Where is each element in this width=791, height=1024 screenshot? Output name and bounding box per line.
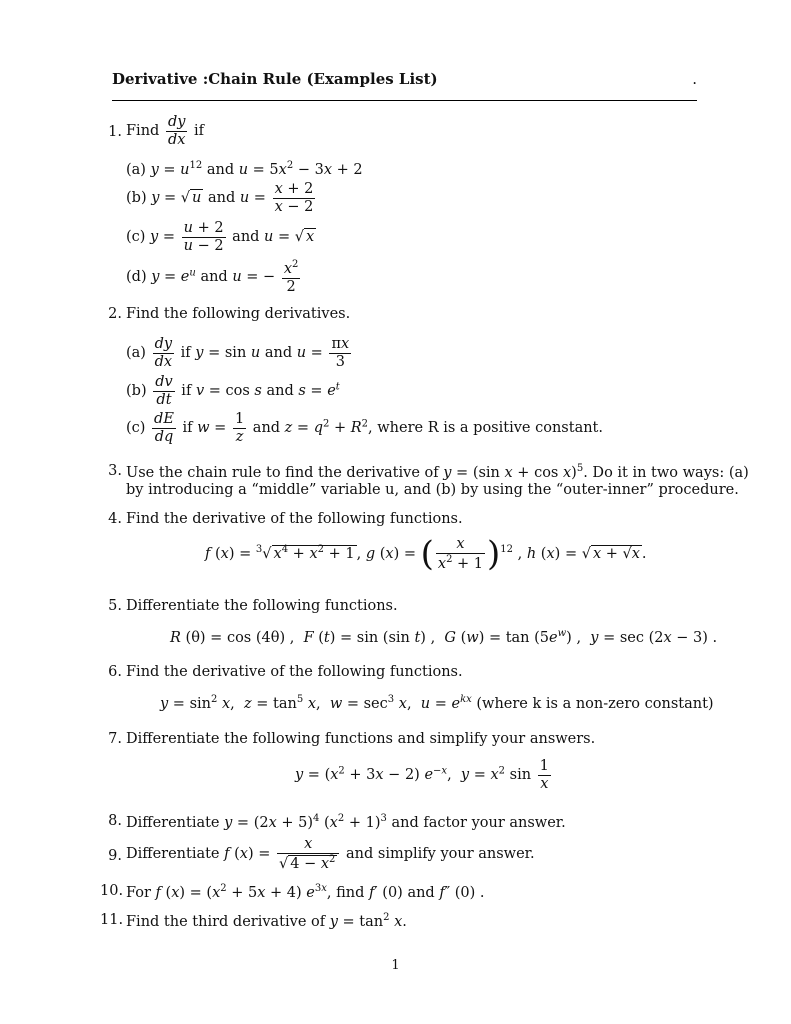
- header-rule: [112, 100, 697, 101]
- problem-1d: (d) $y = e^u$ and u = − $\frac{x^2}{2}$: [126, 259, 299, 295]
- problem-1b: (b) y = √ u and u = $\frac{x + 2}{x - 2}$: [126, 181, 314, 215]
- problem-6-statement: Find the derivative of the following functions.: [126, 664, 463, 680]
- problem-2a: (a) $\frac{dy}{dx}$ if y = sin u and u = $\frac{\pi x}{3}$: [126, 336, 350, 370]
- page-number: 1: [391, 958, 400, 973]
- problem-4-statement: Find the derivative of the following functions.: [126, 511, 463, 527]
- problem-7-equations: $y = (x^2 + 3x - 2)$ $e^{-x}$, $y = x^2$ sin $\frac{1}{x}$: [295, 758, 549, 792]
- problem-11-number: 11.: [100, 912, 124, 928]
- problem-2b: (b) $\frac{dv}{dt}$ if v = cos s and $s = e^t$: [126, 374, 340, 408]
- problem-5-equations: R (θ) = cos (4θ) , F (t) = sin (sin t) , G $(w) = \tan (5e^w)$ , y = sec (2x − 3) .: [170, 628, 718, 646]
- problem-3-number: 3.: [108, 463, 122, 479]
- page-header: [112, 70, 697, 88]
- problem-2c: (c) $\frac{dE}{dq}$ if w = $\frac{1}{z}$ and $z = q^2 + R^2$, where R is a positive constant.: [126, 411, 603, 445]
- problem-10-statement: For f $(x) = (x^2 + 5x + 4)$ $e^{3x}$, find f′ (0) and f″ (0) .: [126, 883, 485, 901]
- problem-2-statement: Find the following derivatives.: [126, 306, 351, 322]
- problem-8-statement: Differentiate $y = (2x + 5)^4$ $(x^2 + 1)^3$ and factor your answer.: [126, 813, 566, 831]
- page-title: Derivative :Chain Rule (Examples List): [112, 70, 438, 88]
- dy-dx-fraction: $\frac{dy}{dx}$: [167, 114, 186, 148]
- problem-9-statement: Differentiate f (x) = $\frac{x}{√ 4 - x^2}$ and simplify your answer.: [126, 836, 535, 872]
- problem-9-number: 9.: [108, 848, 122, 864]
- problem-1-number: 1.: [108, 124, 122, 140]
- problem-3-line-1: Use the chain rule to find the derivative of y = (sin x + cos x)$^5$. Do it in two ways: (a): [126, 463, 749, 481]
- problem-5-statement: Differentiate the following functions.: [126, 598, 398, 614]
- problem-4-equations: f (x) = $^3$√ $x^4 + x^2 + 1$ , g (x) = ( $\frac{x}{x^2 + 1}$ )$^{12}$ , h (x) = √ x + √x .: [205, 534, 647, 574]
- problem-6-number: 6.: [108, 664, 122, 680]
- problem-7-number: 7.: [108, 731, 122, 747]
- header-dot: .: [692, 70, 697, 88]
- problem-11-statement: Find the third derivative of $y = \tan^2 x$.: [126, 912, 407, 930]
- problem-7-statement: Differentiate the following functions and simplify your answers.: [126, 731, 596, 747]
- problem-8-number: 8.: [108, 813, 122, 829]
- problem-5-number: 5.: [108, 598, 122, 614]
- problem-3-line-2: by introducing a “middle” variable u, and (b) by using the “outer-inner” procedure.: [126, 482, 739, 498]
- problem-2-number: 2.: [108, 306, 122, 322]
- problem-1a: (a) $y = u^{12}$ and $u = 5x^2 - 3x + 2$: [126, 160, 363, 178]
- problem-10-number: 10.: [100, 883, 124, 899]
- problem-1c: (c) y = $\frac{u + 2}{u - 2}$ and u = √ x: [126, 220, 315, 254]
- problem-6-equations: $y = \sin^2 x$, $z = \tan^5 x$, $w = \sec^3 x$, $u = e^{kx}$ (where k is a non-zero constant): [160, 694, 714, 712]
- problem-4-number: 4.: [108, 511, 122, 527]
- problem-1-statement: Find $\frac{dy}{dx}$ if: [126, 114, 205, 148]
